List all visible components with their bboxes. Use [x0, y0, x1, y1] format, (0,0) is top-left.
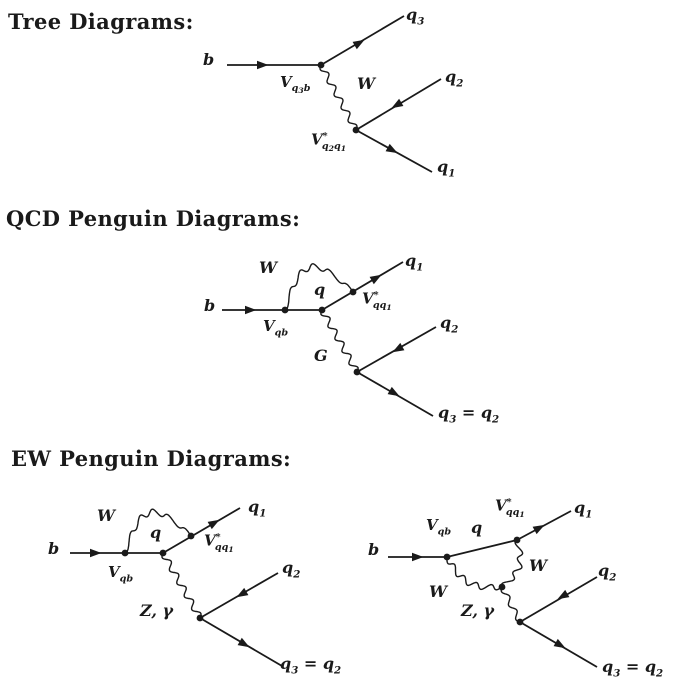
heading-qcd: QCD Penguin Diagrams:	[6, 206, 301, 231]
tree-label-w-boson: W	[357, 74, 375, 93]
ewr-vertex-dot	[499, 584, 506, 591]
qcd-vertex-dot	[282, 307, 289, 314]
ewr-q3-arrow	[554, 639, 566, 648]
ewl-label-vqb: $V_{qb}$	[108, 563, 134, 585]
ewr-q1-arrow	[533, 525, 545, 534]
qcd-label-q1: $q_1$	[405, 251, 424, 274]
ewl-vertex-dot	[197, 615, 204, 622]
ewr-z-gamma-wave	[501, 587, 520, 622]
ew-penguin-diagram-right	[388, 511, 597, 667]
ewl-q3-arrow	[238, 638, 250, 648]
qcd-vertex-dot	[350, 289, 357, 296]
ewl-label-q1: $q_1$	[248, 497, 267, 520]
tree-label-q1: $q_1$	[437, 157, 456, 180]
ewr-label-w-boson-left: W	[429, 582, 447, 601]
heading-ew: EW Penguin Diagrams:	[11, 446, 292, 471]
heading-tree: Tree Diagrams:	[8, 9, 194, 34]
ewr-q2-quark-line	[520, 577, 597, 622]
tree-vertex-dot	[353, 127, 360, 134]
ewl-q2-arrow	[236, 588, 248, 597]
ewl-label-q3-equals-q2: $q_3 = q_2$	[280, 654, 342, 677]
ewr-label-vqb: $V_{qb}$	[426, 516, 452, 538]
qcd-b-arrow	[245, 306, 257, 314]
tree-label-q3: $q_3$	[406, 5, 425, 28]
tree-label-vq3b: $V_{q_3b}$	[280, 73, 311, 96]
ewl-label-q2: $q_2$	[282, 558, 301, 581]
ewr-label-vqq1: $V^*_{qq_1}$	[495, 496, 525, 519]
tree-label-q2: $q_2$	[445, 67, 464, 90]
ewl-label-z-gamma: Z, γ	[140, 601, 174, 620]
ewl-b-arrow	[90, 549, 102, 557]
tree-q3-arrow	[353, 40, 365, 50]
tree-label-vq2q1: $V^*_{q_2q_1}$	[311, 130, 347, 153]
tree-b-arrow	[257, 61, 269, 69]
qcd-label-w-boson: W	[259, 258, 277, 277]
ewr-label-b: b	[368, 540, 380, 559]
qcd-penguin-diagram	[222, 258, 436, 416]
ewr-w-boson-wave-right	[502, 540, 523, 587]
qcd-label-gluon: G	[314, 346, 328, 365]
ewr-internal-quark-line	[447, 540, 517, 557]
ewl-vertex-dot	[188, 533, 195, 540]
qcd-q3-arrow	[388, 387, 400, 396]
ewr-q2-arrow	[557, 590, 569, 599]
qcd-label-vqq1: $V^*_{qq_1}$	[362, 289, 392, 312]
ewl-label-w-boson: W	[97, 506, 115, 525]
tree-w-boson-wave	[320, 65, 357, 130]
ew-penguin-diagram-left	[70, 508, 282, 666]
ewr-vertex-dot	[517, 619, 524, 626]
tree-q2-arrow	[391, 99, 403, 109]
qcd-label-q: q	[314, 280, 326, 299]
qcd-vertex-dot	[354, 369, 361, 376]
ewr-label-q1: $q_1$	[574, 498, 593, 521]
ewl-vertex-dot	[160, 550, 167, 557]
ewr-label-q: q	[471, 518, 483, 537]
qcd-q2-arrow	[392, 343, 404, 352]
ewl-label-b: b	[48, 539, 60, 558]
qcd-label-q3-equals-q2: $q_3 = q_2$	[438, 403, 500, 426]
ewr-label-z-gamma: Z, γ	[461, 601, 495, 620]
ewr-w-boson-wave-left	[447, 557, 502, 590]
ewr-label-q2: $q_2$	[598, 561, 617, 584]
ewl-vertex-dot	[122, 550, 129, 557]
tree-label-b: b	[203, 50, 215, 69]
ewr-b-arrow	[412, 553, 424, 561]
ewl-label-q: q	[150, 523, 162, 542]
tree-q1-arrow	[386, 144, 398, 153]
ewr-vertex-dot	[444, 554, 451, 561]
ewr-label-q3-equals-q2: $q_3 = q_2$	[602, 657, 664, 680]
tree-vertex-dot	[318, 62, 325, 69]
ewl-q1-arrow	[208, 520, 220, 529]
ewr-label-w-boson-right: W	[529, 556, 547, 575]
ewr-vertex-dot	[514, 537, 521, 544]
qcd-label-b: b	[204, 296, 216, 315]
ewl-label-vqq1: $V^*_{qq_1}$	[204, 531, 234, 554]
qcd-vertex-dot	[319, 307, 326, 314]
qcd-label-vqb: $V_{qb}$	[263, 317, 289, 339]
qcd-q1-arrow	[370, 275, 382, 285]
qcd-label-q2: $q_2$	[440, 313, 459, 336]
